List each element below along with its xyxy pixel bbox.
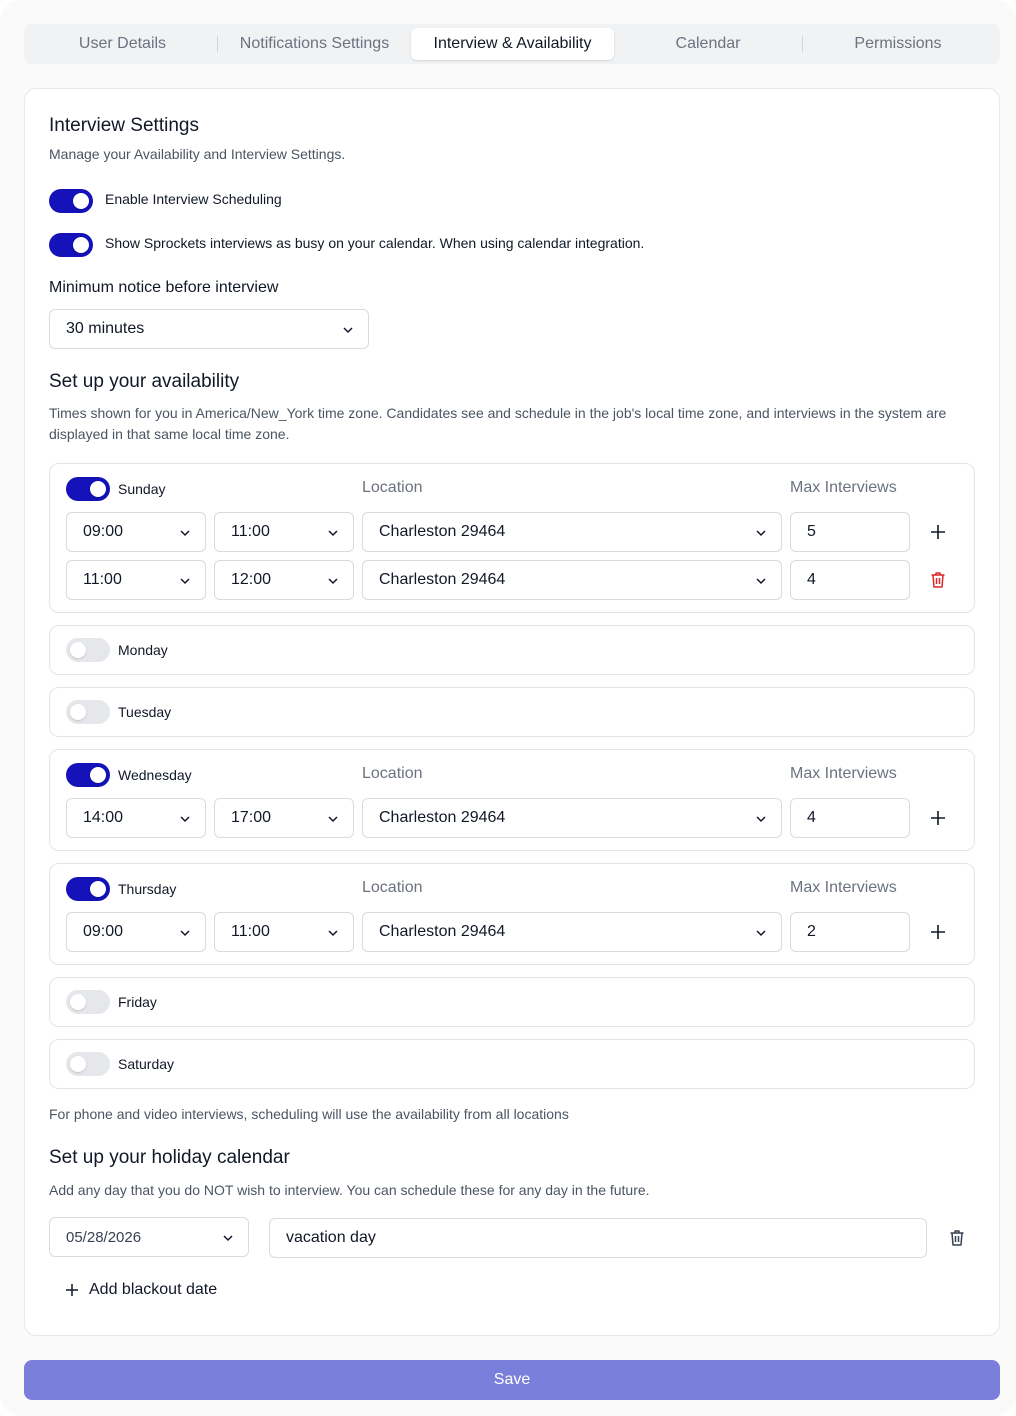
wednesday-label: Wednesday	[118, 767, 192, 783]
toggle-knob	[90, 767, 106, 783]
tuesday-label: Tuesday	[118, 704, 172, 720]
blackout-description-input[interactable]	[269, 1218, 927, 1258]
max-interviews-input[interactable]	[790, 912, 910, 952]
end-time-select[interactable]	[214, 912, 354, 952]
day-row-wednesday	[49, 749, 975, 851]
interview-settings-title: Interview Settings	[49, 115, 199, 136]
location-select[interactable]	[362, 560, 782, 600]
chevron-down-icon	[327, 813, 339, 825]
add-blackout-date-button[interactable]	[65, 1281, 217, 1299]
end-time-value: 17:00	[231, 809, 272, 826]
start-time-select[interactable]	[66, 512, 206, 552]
toggle-knob	[73, 237, 89, 253]
chevron-down-icon	[222, 1232, 234, 1244]
location-value: Charleston 29464	[379, 809, 506, 826]
end-time-select[interactable]	[214, 512, 354, 552]
thursday-toggle[interactable]	[66, 877, 110, 901]
toggle-knob	[90, 481, 106, 497]
max-interviews-input[interactable]	[790, 560, 910, 600]
location-header: Location	[362, 479, 423, 496]
chevron-down-icon	[342, 324, 354, 336]
sunday-label: Sunday	[118, 481, 166, 497]
min-notice-label: Minimum notice before interview	[49, 279, 279, 296]
start-time-select[interactable]	[66, 798, 206, 838]
toggle-knob	[90, 881, 106, 897]
availability-title: Set up your availability	[49, 371, 240, 392]
chevron-down-icon	[179, 575, 191, 587]
chevron-down-icon	[179, 927, 191, 939]
location-select[interactable]	[362, 512, 782, 552]
day-row-saturday	[49, 1039, 975, 1089]
min-notice-value: 30 minutes	[66, 320, 145, 337]
busy-calendar-toggle[interactable]	[49, 233, 93, 257]
chevron-down-icon	[327, 927, 339, 939]
toggle-knob	[70, 704, 86, 720]
location-value: Charleston 29464	[379, 923, 506, 940]
location-value: Charleston 29464	[379, 571, 506, 588]
start-time-value: 14:00	[83, 809, 124, 826]
blackout-description-value: vacation day	[286, 1229, 376, 1246]
max-interviews-value: 5	[807, 523, 816, 540]
add-slot-plus-icon[interactable]	[928, 522, 948, 542]
interview-settings-card	[24, 88, 1000, 1336]
max-interviews-value: 4	[807, 571, 816, 588]
tab-user-details[interactable]: User Details	[78, 35, 167, 52]
chevron-down-icon	[327, 575, 339, 587]
start-time-value: 09:00	[83, 923, 124, 940]
add-slot-plus-icon[interactable]	[928, 808, 948, 828]
saturday-toggle[interactable]	[66, 1052, 110, 1076]
location-select[interactable]	[362, 912, 782, 952]
holiday-calendar-note: Add any day that you do NOT wish to interview. You can schedule these for any day in the future.	[49, 1182, 650, 1198]
location-header: Location	[362, 879, 423, 896]
start-time-select[interactable]	[66, 912, 206, 952]
blackout-date-value: 05/28/2026	[66, 1228, 142, 1246]
min-notice-select[interactable]	[49, 309, 369, 349]
tab-calendar[interactable]: Calendar	[675, 35, 741, 52]
interview-settings-subtitle: Manage your Availability and Interview Settings.	[49, 146, 346, 162]
chevron-down-icon	[755, 927, 767, 939]
start-time-value: 11:00	[83, 571, 122, 588]
day-row-friday	[49, 977, 975, 1027]
add-slot-plus-icon[interactable]	[928, 922, 948, 942]
chevron-down-icon	[755, 527, 767, 539]
location-value: Charleston 29464	[379, 523, 506, 540]
monday-label: Monday	[118, 642, 168, 658]
toggle-knob	[70, 994, 86, 1010]
chevron-down-icon	[755, 575, 767, 587]
blackout-date-select[interactable]	[49, 1217, 249, 1257]
tab-permissions[interactable]: Permissions	[854, 35, 942, 52]
chevron-down-icon	[327, 527, 339, 539]
plus-icon	[65, 1283, 79, 1297]
max-interviews-header: Max Interviews	[790, 479, 897, 496]
max-interviews-value: 2	[807, 923, 816, 940]
availability-note: Times shown for you in America/New_York time zone. Candidates see and schedule in the job's local time zone, and interviews in the system are displayed in that same local time zone.	[49, 405, 947, 442]
end-time-select[interactable]	[214, 798, 354, 838]
chevron-down-icon	[179, 527, 191, 539]
max-interviews-header: Max Interviews	[790, 879, 897, 896]
availability-footnote: For phone and video interviews, scheduling will use the availability from all locations	[49, 1106, 569, 1122]
friday-toggle[interactable]	[66, 990, 110, 1014]
day-row-monday	[49, 625, 975, 675]
max-interviews-value: 4	[807, 809, 816, 826]
day-row-tuesday	[49, 687, 975, 737]
friday-label: Friday	[118, 994, 157, 1010]
max-interviews-input[interactable]	[790, 512, 910, 552]
enable-scheduling-label: Enable Interview Scheduling	[105, 191, 282, 207]
end-time-select[interactable]	[214, 560, 354, 600]
start-time-value: 09:00	[83, 523, 124, 540]
wednesday-toggle[interactable]	[66, 763, 110, 787]
location-header: Location	[362, 765, 423, 782]
delete-blackout-trash-icon[interactable]	[947, 1228, 967, 1248]
day-row-sunday	[49, 463, 975, 613]
tab-interview-availability[interactable]: Interview & Availability	[411, 28, 614, 60]
end-time-value: 12:00	[231, 571, 272, 588]
tab-bar	[24, 24, 1000, 64]
start-time-select[interactable]	[66, 560, 206, 600]
toggle-knob	[70, 1056, 86, 1072]
toggle-knob	[70, 642, 86, 658]
chevron-down-icon	[179, 813, 191, 825]
busy-calendar-label: Show Sprockets interviews as busy on your calendar. When using calendar integration.	[105, 235, 645, 251]
end-time-value: 11:00	[231, 523, 270, 540]
day-row-thursday	[49, 863, 975, 965]
tab-notifications-settings[interactable]: Notifications Settings	[239, 35, 390, 52]
sunday-toggle[interactable]	[66, 477, 110, 501]
holiday-calendar-title: Set up your holiday calendar	[49, 1147, 290, 1168]
end-time-value: 11:00	[231, 923, 270, 940]
toggle-knob	[73, 193, 89, 209]
max-interviews-header: Max Interviews	[790, 765, 897, 782]
enable-scheduling-toggle[interactable]	[49, 189, 93, 213]
max-interviews-input[interactable]	[790, 798, 910, 838]
chevron-down-icon	[755, 813, 767, 825]
delete-slot-trash-icon[interactable]	[928, 570, 948, 590]
save-button[interactable]: Save	[24, 1360, 1000, 1400]
location-select[interactable]	[362, 798, 782, 838]
tuesday-toggle[interactable]	[66, 700, 110, 724]
saturday-label: Saturday	[118, 1056, 175, 1072]
add-blackout-date-label: Add blackout date	[89, 1281, 218, 1298]
monday-toggle[interactable]	[66, 638, 110, 662]
thursday-label: Thursday	[118, 881, 177, 897]
